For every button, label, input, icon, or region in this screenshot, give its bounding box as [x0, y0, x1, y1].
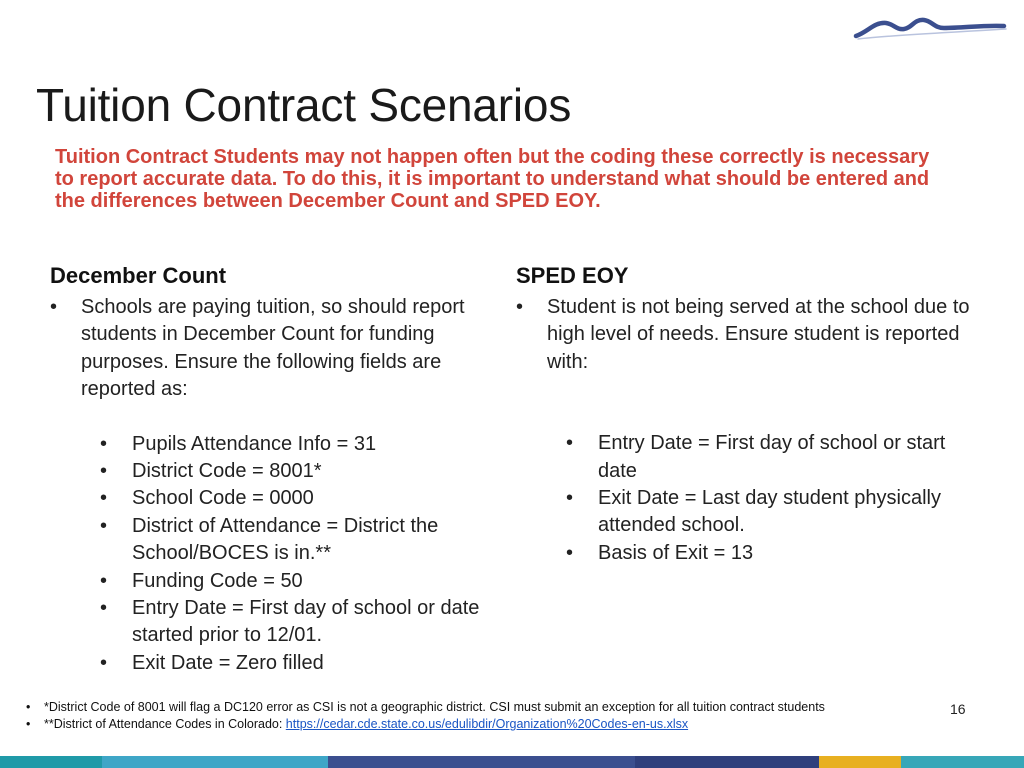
december-count-column — [50, 262, 500, 677]
bullet-icon: • — [566, 487, 574, 510]
page-number: 16 — [950, 701, 966, 717]
list-item-text: Exit Date = Zero filled — [132, 651, 324, 674]
footnote-text: *District Code of 8001 will flag a DC120 error as CSI is not a geographic district. CSI must submit an exception for all tuition contract students — [44, 700, 825, 714]
december-count-heading: December Count — [50, 263, 227, 288]
footnotes — [26, 699, 946, 733]
list-item-text: Basis of Exit = 13 — [598, 541, 754, 564]
december-count-bullet — [50, 294, 500, 404]
list-item — [50, 513, 500, 568]
list-item-text: School Code = 0000 — [132, 487, 314, 510]
list-item-text: Entry Date = First day of school or date started prior to 12/01. — [132, 597, 480, 647]
bullet-icon: • — [516, 296, 524, 318]
list-item — [516, 485, 976, 540]
bullet-icon: • — [100, 432, 108, 455]
logo-mountain-shadow — [858, 29, 1006, 39]
page-title: Tuition Contract Scenarios — [36, 79, 572, 131]
footnote-text: **District of Attendance Codes in Colorado: — [44, 717, 286, 731]
bar-segment — [0, 756, 102, 768]
list-item — [50, 431, 500, 458]
list-item — [50, 458, 500, 485]
spacer — [50, 404, 500, 431]
sped-eoy-bullet — [516, 294, 976, 376]
bullet-icon: • — [100, 569, 108, 592]
organization-logo — [852, 14, 1010, 44]
bullet-icon: • — [566, 541, 574, 564]
footnote — [26, 699, 946, 716]
list-item — [50, 485, 500, 512]
bullet-icon: • — [566, 432, 574, 455]
list-item — [50, 650, 500, 677]
bar-segment — [819, 756, 901, 768]
organization-codes-link[interactable]: https://cedar.cde.state.co.us/edulibdir/Organization%20Codes-en-us.xlsx — [285, 717, 689, 731]
sped-eoy-heading: SPED EOY — [516, 263, 629, 288]
bar-segment — [102, 756, 327, 768]
list-item — [50, 595, 500, 650]
bullet-icon: • — [26, 700, 31, 714]
footer-color-bar — [0, 756, 1024, 768]
bullet-icon: • — [100, 597, 108, 620]
bar-segment — [901, 756, 1024, 768]
bullet-icon: • — [100, 460, 108, 483]
list-item-text: Entry Date = First day of school or start date — [598, 432, 946, 482]
list-item-text: Funding Code = 50 — [132, 569, 303, 592]
footnote — [26, 716, 946, 733]
list-item-text: Exit Date = Last day student physically attended school. — [598, 487, 941, 537]
bullet-text: Student is not being served at the school due to high level of needs. Ensure student is reported with: — [547, 296, 970, 373]
bullet-icon: • — [100, 487, 108, 510]
bullet-icon: • — [50, 296, 58, 318]
list-item-text: District of Attendance = District the School/BOCES is in.** — [132, 514, 439, 565]
list-item — [516, 430, 976, 485]
bullet-icon: • — [26, 717, 31, 731]
list-item-text: Pupils Attendance Info = 31 — [132, 432, 377, 455]
bullet-icon: • — [100, 651, 108, 674]
list-item-text: District Code = 8001* — [132, 460, 322, 483]
bar-segment — [635, 756, 819, 768]
list-item — [516, 540, 976, 567]
intro-text: Tuition Contract Students may not happen often but the coding these correctly is necessary to report accurate data. To do this, it is important to understand what should be entered and the differences between December Count and SPED EOY. — [55, 146, 930, 212]
sped-eoy-column — [516, 262, 976, 567]
spacer — [516, 376, 976, 430]
list-item — [50, 568, 500, 595]
bullet-text: Schools are paying tuition, so should report students in December Count for funding purposes. Ensure the following fields are reported as: — [81, 296, 465, 401]
bullet-icon: • — [100, 514, 108, 537]
bar-segment — [328, 756, 635, 768]
